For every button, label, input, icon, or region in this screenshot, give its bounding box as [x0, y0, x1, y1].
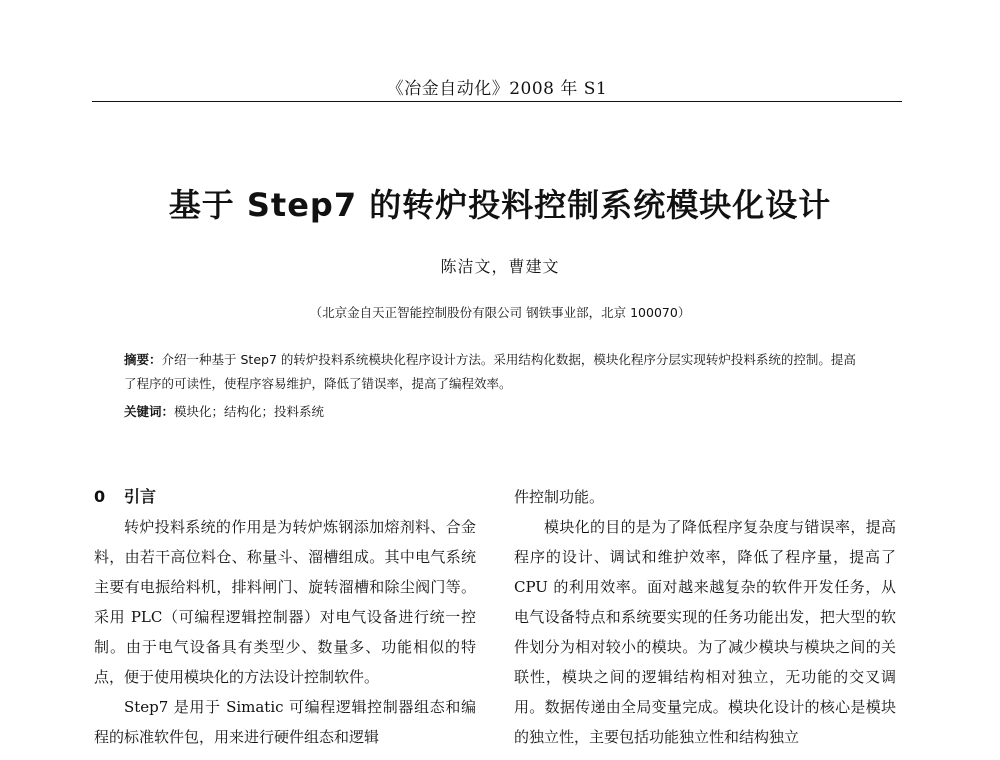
header-rule	[92, 101, 902, 102]
section-number: 0	[94, 487, 106, 506]
body-paragraph: 模块化的目的是为了降低程序复杂度与错误率，提高程序的设计、调试和维护效率，降低了程序量，提高了 CPU 的利用效率。面对越来越复杂的软件开发任务，从电气设备特点和系统要实现的任务功能出发，把大型的软件划分为相对较小的模块。为了减少模块与模块之间的关联性，模块之间的逻辑结构相对独立，无功能的交叉调用。数据传递由全局变量完成。模块化设计的核心是模块的独立性，主要包括功能独立性和结构独立	[514, 518, 896, 746]
body-paragraph: Step7 是用于 Simatic 可编程逻辑控制器组态和编程的标准软件包，用来进行硬件组态和逻辑	[94, 698, 476, 746]
article-affiliation: （北京金自天正智能控制股份有限公司 钢铁事业部，北京 100070）	[309, 305, 691, 320]
section-title: 引言	[124, 487, 157, 506]
abstract-label: 摘要：	[124, 352, 162, 367]
body-column-right	[514, 482, 896, 752]
journal-header: 《冶金自动化》2008 年 S1	[386, 79, 608, 99]
keywords-label: 关键词：	[124, 404, 175, 419]
keywords	[124, 400, 864, 424]
abstract	[124, 348, 864, 396]
abstract-text: 介绍一种基于 Step7 的转炉投料系统模块化程序设计方法。采用结构化数据，模块化程序分层实现转炉投料系统的控制。提高了程序的可读性，使程序容易维护，降低了错误率，提高了编程效率。	[124, 352, 856, 391]
body-column-left	[94, 482, 476, 752]
section-heading	[94, 482, 476, 512]
keywords-text: 模块化；结构化；投料系统	[174, 404, 325, 419]
body-paragraph: 转炉投料系统的作用是为转炉炼钢添加熔剂料、合金料，由若干高位料仓、称量斗、溜槽组成。其中电气系统主要有电振给料机，排料闸门、旋转溜槽和除尘阀门等。采用 PLC（可编程逻辑控制器）对电气设备进行统一控制。由于电气设备具有类型少、数量多、功能相似的特点，便于使用模块化的方法设计控制软件。	[94, 518, 476, 686]
article-authors: 陈洁文，曹建文	[440, 257, 560, 276]
article-title: 基于 Step7 的转炉投料控制系统模块化设计	[168, 186, 832, 224]
body-paragraph-continuation: 件控制功能。	[514, 488, 605, 506]
